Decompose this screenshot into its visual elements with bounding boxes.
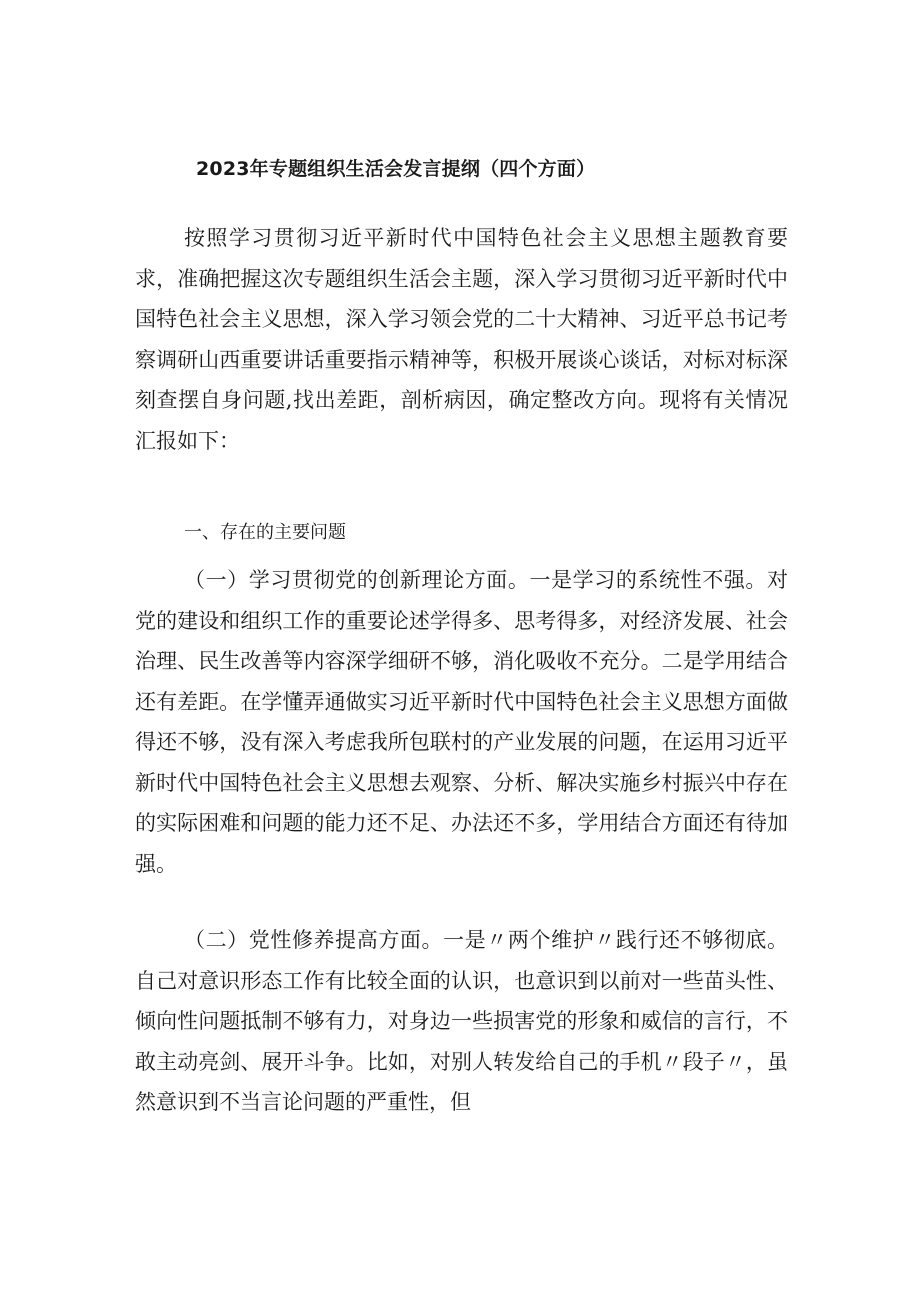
intro-paragraph: 按照学习贯彻习近平新时代中国特色社会主义思想主题教育要求，准确把握这次专题组织生活会主题，深入学习贯彻习近平新时代中国特色社会主义思想，深入学习领会党的二十大精神、习近平总书记考察调研山西重要讲话重要指示精神等，积极开展谈心谈话，对标对标深刻查摆自身问题,找出差距，剖析病因，确定整改方向。现将有关情况汇报如下： <box>135 226 788 453</box>
paragraph-study-theory: （一）学习贯彻党的创新理论方面。一是学习的系统性不强。对党的建设和组织工作的重要论述学得多、思考得多，对经济发展、社会治理、民生改善等内容深学细研不够，消化吸收不充分。二是学用结合还有差距。在学懂弄通做实习近平新时代中国特色社会主义思想方面做得还不够，没有深入考虑我所包联村的产业发展的问题，在运用习近平新时代中国特色社会主义思想去观察、分析、解决实施乡村振兴中存在的实际困难和问题的能力还不足、办法还不多，学用结合方面还有待加强。 <box>135 568 788 876</box>
paragraph-party-spirit: （二）党性修养提高方面。一是〃两个维护〃践行还不够彻底。自己对意识形态工作有比较全面的认识，也意识到以前对一些苗头性、倾向性问题抵制不够有力，对身边一些损害党的形象和威信的言行，不敢主动亮剑、展开斗争。比如，对别人转发给自己的手机〃段子〃，虽然意识到不当言论问题的严重性，但 <box>135 928 788 1114</box>
section-heading: 一、存在的主要问题 <box>184 522 346 543</box>
document-title: 2023年专题组织生活会发言提纲（四个方面） <box>196 158 596 180</box>
